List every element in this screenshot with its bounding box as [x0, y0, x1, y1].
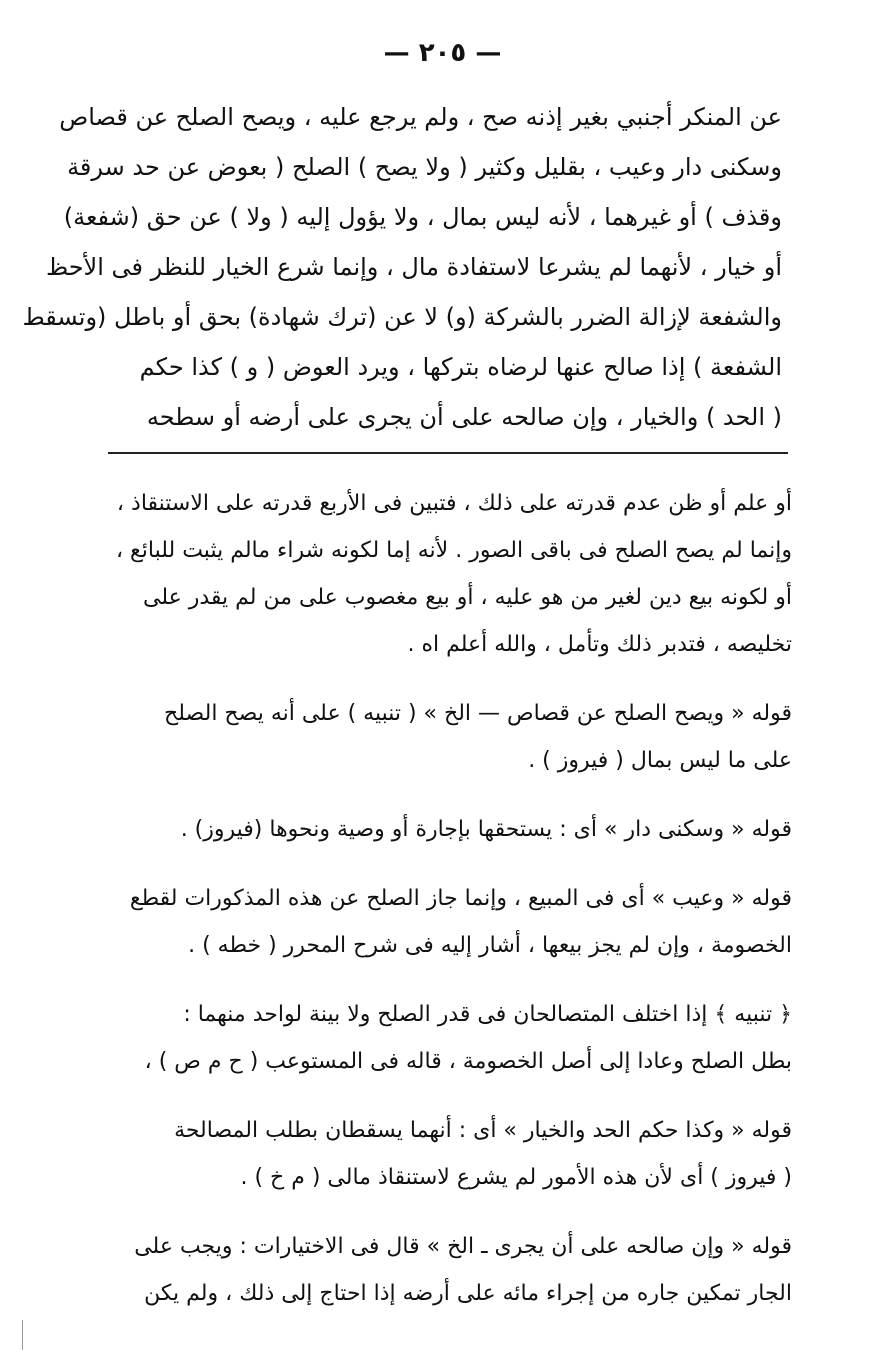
footnote-line: قوله « وسكنى دار » أى : يستحقها بإجارة أو وصية ونحوها (فيروز) . — [180, 817, 792, 842]
main-text-line: عن المنكر أجنبي بغير إذنه صح ، ولم يرجع عليه ، ويصح الصلح عن قصاص — [59, 103, 782, 131]
footnote — [102, 875, 792, 969]
page-number: — ٢٠٥ — — [383, 38, 502, 68]
scan-margin-mark — [22, 1320, 23, 1350]
footnote-line: وإنما لم يصح الصلح فى باقى الصور . لأنه إما لكونه شراء مالم يثبت للبائع ، — [115, 538, 792, 563]
main-text-line: وقذف ) أو غيرهما ، لأنه ليس بمال ، ولا يؤول إليه ( ولا ) عن حق (شفعة) — [63, 203, 782, 231]
footnote-line: قوله « وإن صالحه على أن يجرى ـ الخ » قال فى الاختيارات : ويجب على — [134, 1234, 792, 1259]
footnote-line: ( فيروز ) أى لأن هذه الأمور لم يشرع لاستنقاذ مالى ( م خ ) . — [240, 1165, 792, 1190]
main-text — [22, 92, 782, 442]
footnote — [102, 806, 792, 853]
footnote — [102, 1107, 792, 1201]
main-text-line: ( الحد ) والخيار ، وإن صالحه على أن يجرى على أرضه أو سطحه — [146, 403, 782, 431]
footnote-line: قوله « ويصح الصلح عن قصاص — الخ » ( تنبيه ) على أنه يصح الصلح — [164, 701, 792, 726]
footnote — [102, 690, 792, 784]
footnote-line: الخصومة ، وإن لم يجز بيعها ، أشار إليه فى شرح المحرر ( خطه ) . — [188, 933, 792, 958]
main-text-line: وسكنى دار وعيب ، بقليل وكثير ( ولا يصح ) الصلح ( بعوض عن حد سرقة — [67, 153, 782, 181]
footnote-line: تخليصه ، فتدبر ذلك وتأمل ، والله أعلم اه . — [407, 632, 792, 657]
main-text-line: الشفعة ) إذا صالح عنها لرضاه بتركها ، ويرد العوض ( و ) كذا حكم — [139, 353, 782, 381]
footnote-line: أو علم أو ظن عدم قدرته على ذلك ، فتبين فى الأربع قدرته على الاستنقاذ ، — [116, 491, 792, 516]
footnote-divider — [108, 452, 788, 454]
main-text-line: والشفعة لإزالة الضرر بالشركة (و) لا عن (ترك شهادة) بحق أو باطل (وتسقط — [22, 303, 782, 331]
footnote — [102, 991, 792, 1085]
footnote — [102, 480, 792, 668]
footnote-line: الجار تمكين جاره من إجراء مائه على أرضه إذا احتاج إلى ذلك ، ولم يكن — [144, 1281, 792, 1306]
footnotes — [102, 480, 792, 1339]
footnote-line: على ما ليس بمال ( فيروز ) . — [528, 748, 792, 773]
footnote-line: قوله « وعيب » أى فى المبيع ، وإنما جاز الصلح عن هذه المذكورات لقطع — [129, 886, 792, 911]
footnote-line: أو لكونه بيع دين لغير من هو عليه ، أو بيع مغصوب على من لم يقدر على — [143, 585, 792, 610]
footnote-line: بطل الصلح وعادا إلى أصل الخصومة ، قاله فى المستوعب ( ح م ص ) ، — [144, 1049, 792, 1074]
footnote — [102, 1223, 792, 1317]
footnote-line: ﴿ تنبيه ﴾ إذا اختلف المتصالحان فى قدر الصلح ولا بينة لواحد منهما : — [183, 1002, 792, 1027]
main-text-line: أو خيار ، لأنهما لم يشرعا لاستفادة مال ، وإنما شرع الخيار للنظر فى الأحظ — [45, 253, 782, 281]
footnote-line: قوله « وكذا حكم الحد والخيار » أى : أنهما يسقطان بطلب المصالحة — [174, 1118, 792, 1143]
